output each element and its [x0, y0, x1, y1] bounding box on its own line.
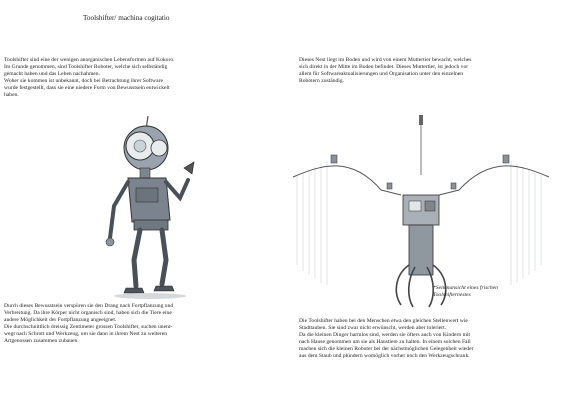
- text-line: allem für Softwareaktualisierungen und Organisation unter den einzelnen: [299, 70, 464, 77]
- nest-illustration: [291, 115, 551, 310]
- text-line: nach Hause genommen um sie als Haustiere zu halten. In einem solchen Fall: [299, 338, 471, 345]
- text-line: Durch dieses Bewusstsein verspüren sie den Drang nach Fortpflanzung und: [4, 303, 174, 309]
- text-line: wurde festgestellt, dass sie eine niedere Form von Bewusstsein entwickelt: [4, 84, 170, 91]
- text-line: Dieses Nest liegt im Boden und wird von einem Muttertier bewacht, welches: [299, 57, 472, 63]
- text-line: machen sich die kleinen Roboter bei der nächstmöglichen Gelegenheit wieder: [299, 345, 474, 352]
- nest-paragraph: [299, 57, 471, 85]
- text-line: aus dem Staub und plündern womöglich vorher noch den Werkzeugschrank.: [299, 352, 470, 359]
- text-line: wegt nach Schrott und Werkzeug, um sie dann in ihrem Nest zu weiteren: [4, 330, 168, 337]
- text-line: Stadttauben. Sie sind zwar nicht erwünscht, werden aber toleriert.: [299, 324, 447, 331]
- page-title: Toolshifter/ machina cogitatio: [83, 14, 170, 22]
- text-line: andere Möglichkeit der Fortpflanzung angeeignet.: [4, 316, 117, 323]
- text-line: Verbreitung. Da ihre Körper nicht organisch sind, haben sich die Tiere eine: [4, 309, 172, 316]
- figure-caption: [433, 285, 498, 299]
- pigeons-paragraph: [299, 318, 473, 360]
- robot-illustration: [70, 110, 220, 300]
- text-line: Artgenossen zusammen zubauen.: [4, 337, 79, 344]
- text-line: Toolshifter sind eine der wenigen anorganischen Lebensformen auf Kokoro.: [4, 57, 175, 63]
- right-page: [283, 0, 566, 400]
- intro-paragraph: [4, 57, 175, 99]
- text-line: Robotern zuständig.: [299, 77, 345, 84]
- reproduction-paragraph: [4, 303, 173, 345]
- text-line: Im Grunde genommen, sind Toolshifter Roboter, welche sich selbständig: [4, 63, 168, 70]
- text-line: haben.: [4, 91, 19, 98]
- caption-line: *Seitenansicht eines frischen: [433, 285, 498, 291]
- text-line: Woher sie kommen ist unbekannt, doch bei Betrachtung ihrer Software: [4, 77, 163, 84]
- text-line: sich direkt in der Mitte im Boden befindet. Dieses Muttertier, ist jedoch vor: [299, 63, 469, 70]
- text-line: Die Toolshifter haben bei den Menschen etwa den gleichen Stellenwert wie: [299, 318, 468, 324]
- text-line: gemacht haben und das Leben nachahmen.: [4, 70, 100, 77]
- text-line: Da die kleinen Dinger harmlos sind, werden sie öfters auch von Kindern mit: [299, 331, 471, 338]
- text-line: Die durchschnittlich dreissig Zentimeter grossen Toolshifter, suchen unent-: [4, 323, 173, 330]
- caption-line: Toolshifternestes: [433, 291, 471, 298]
